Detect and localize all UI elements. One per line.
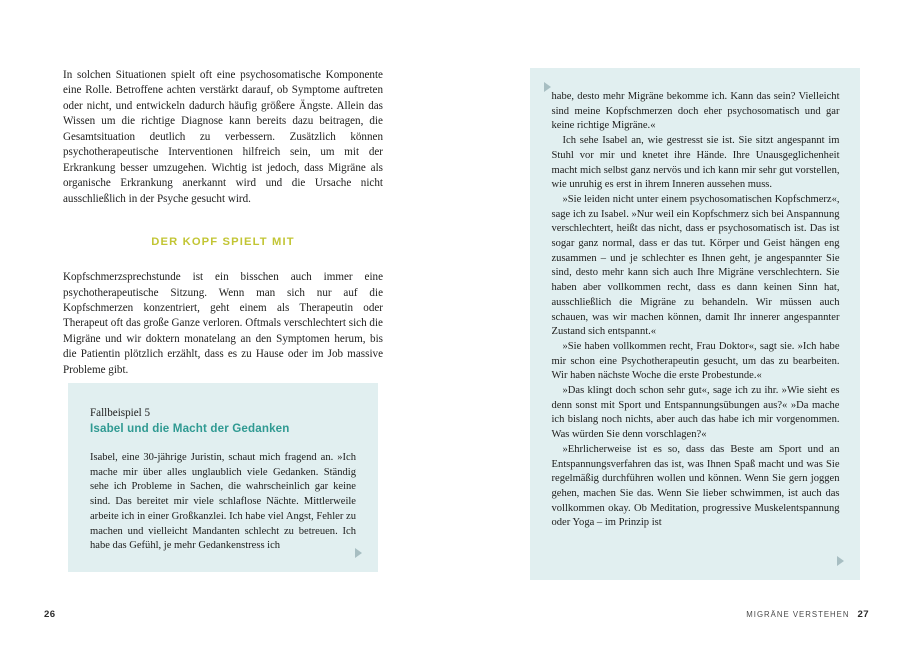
case-continued-paragraph-1: habe, desto mehr Migräne bekomme ich. Kann das sein? Vielleicht sind meine Kopfschmerzen doch eher psychosomatisch und gar keine richtige Migräne.« (551, 91, 840, 132)
left-page-text-column (63, 68, 383, 378)
case-study-text: Isabel, eine 30-jährige Juristin, schaut mich fragend an. »Ich mache mir über alles unglaublich viele Gedanken. Ständig sehe ich Probleme in Sachen, die wahrscheinlich gar keine sind. Das bereitet mir viele schlaflose Nächte. Mittlerweile arbeite ich in einer Großkanzlei. Ich habe viel Angst, Fehler zu machen und vielleicht Mandanten schlecht zu betreuen. Ich habe das Gefühl, je mehr Gedankenstress ich (90, 452, 356, 552)
paragraph-psychosomatic-component: In solchen Situationen spielt oft eine psychosomatische Komponente eine Rolle. Betroffene achten verstärkt darauf, ob Symptome auftreten oder nicht, und entwickeln dadurch häufig größere Ängste. Allein das Wissen um die richtige Diagnose kann bereits dazu beitragen, die Gesamtsituation deutlich zu verbessern. Zusätzlich können psychotherapeutische Interventionen hilfreich sein, um mit der Erkrankung besser umzugehen. Wichtig ist jedoch, dass Migräne als organische Erkrankung anerkannt wird und die Ursache nicht ausschließlich in der Psyche gesucht wird. (63, 69, 383, 205)
continuation-arrow-tail-icon (837, 556, 844, 566)
case-study-title: Isabel und die Macht der Gedanken (90, 422, 290, 435)
case-study-box-continued (530, 68, 860, 580)
case-continued-paragraph-3: »Sie leiden nicht unter einem psychosomatischen Kopfschmerz«, sage ich zu Isabel. »Nur weil ein Kopfschmerz sich bei Anspannung verschlechtert, heißt das nicht, dass er psychosomatisch ist. Das ist sogar ganz normal, dass er das tut. Körper und Geist hängen eng zusammen – und je schlechter es Ihnen geht, je angespannter Sie sind, desto mehr kann sich auch Ihre Migräne verschlechtern. Sie haben aber vollkommen recht, dass es dann keinen Sinn hat, ausschließlich die Migräne zu behandeln. Wir müssen auch schauen, was wir machen können, damit Ihr innerer angespannter Zustand sich entspannt.« (551, 193, 840, 338)
case-study-label: Fallbeispiel 5 (90, 407, 151, 419)
paragraph-kopfschmerzsprechstunde: Kopfschmerzsprechstunde ist ein bisschen auch immer eine psychotherapeutische Sitzung. Wenn man sich nur auf die Kopfschmerzen konzentriert, geht einem als Therapeutin oder Therapeut oft das große Ganze verloren. Oftmals verschlechtert sich die Migräne und wir doktern monatelang an den Symptomen herum, bis die Patientin plötzlich erzählt, dass es zu Hause oder im Job massive Probleme gibt. (63, 271, 383, 376)
continuation-arrow-head-icon (544, 82, 551, 92)
case-continued-paragraph-4: »Sie haben vollkommen recht, Frau Doktor«, sagt sie. »Ich habe mir schon eine Psychotherapeutin gesucht, um das zu bearbeiten. Wir haben nächste Woche die erste Probestunde.« (551, 340, 840, 382)
case-continued-paragraph-5: »Das klingt doch schon sehr gut«, sage ich zu ihr. »Wie sieht es denn sonst mit Sport und Entspannungsübungen aus?« »Da mache ich bislang noch nichts, aber auch das habe ich mir vorgenommen. Was würden Sie denn vorschlagen?« (551, 385, 840, 441)
running-head-right: MIGRÄNE VERSTEHEN (746, 610, 850, 619)
section-heading-der-kopf-spielt-mit: DER KOPF SPIELT MIT (151, 236, 295, 249)
case-study-box-fallbeispiel-5 (68, 383, 378, 572)
page-right (457, 0, 913, 648)
folio-left (44, 609, 55, 620)
page-number-right: 27 (857, 609, 869, 620)
page-number-left: 26 (44, 609, 56, 620)
continuation-arrow-icon (355, 548, 362, 558)
folio-right (746, 609, 869, 620)
case-continued-paragraph-6: »Ehrlicherweise ist es so, dass das Beste am Sport und an Entspannungsverfahren das ist, was Ihnen Spaß macht und was Sie regelmäßig durchführen wollen und können. Wenn Sie gern joggen gehen, machen Sie das. Wenn Sie lieber schwimmen, ist auch das vollkommen okay. Ob Meditation, progressive Muskelentspannung oder Yoga – im Prinzip ist (551, 443, 840, 529)
case-continued-paragraph-2: Ich sehe Isabel an, wie gestresst sie ist. Sie sitzt angespannt im Stuhl vor mir und knetet ihre Hände. Ihre Unausgeglichenheit macht mich selbst ganz nervös und ich kann mir sehr gut vorstellen, wie unruhig es erst in ihrem Inneren aussehen muss. (551, 135, 840, 191)
